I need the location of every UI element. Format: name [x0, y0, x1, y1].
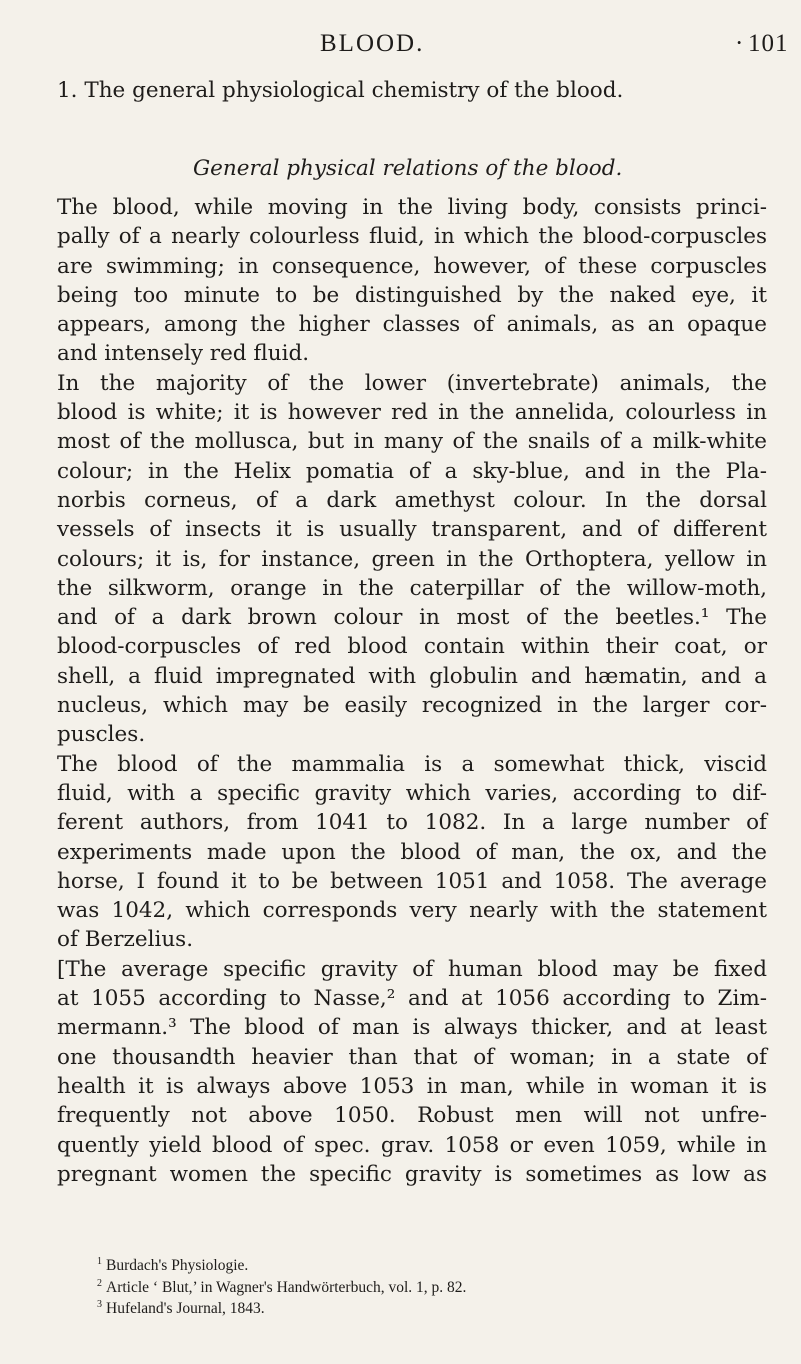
body-line: ferent authors, from 1041 to 1082. In a large number of: [57, 810, 767, 836]
body-line: vessels of insects it is usually transparent, and of different: [57, 517, 767, 543]
body-line: and intensely red fluid.: [57, 341, 310, 367]
footnote: [97, 1298, 767, 1320]
running-head-dot: ·: [735, 30, 744, 57]
body-text: [57, 193, 767, 1189]
body-line: blood-corpuscles of red blood contain within their coat, or: [57, 634, 767, 660]
body-line: The blood, while moving in the living body, consists princi-: [57, 195, 767, 220]
body-line: horse, I found it to be between 1051 and 1058. The average: [57, 868, 767, 894]
body-line: one thousandth heavier than that of woman; in a state of: [57, 1044, 767, 1070]
body-line: quently yield blood of spec. grav. 1058 or even 1059, while in: [57, 1132, 767, 1158]
body-line: puscles.: [57, 722, 146, 748]
body-line: blood is white; it is however red in the annelida, colourless in: [57, 400, 767, 426]
body-line: was 1042, which corresponds very nearly with the statement: [57, 898, 767, 924]
running-head-title: BLOOD.: [320, 30, 425, 57]
body-line: and of a dark brown colour in most of the beetles.¹ The: [57, 605, 767, 631]
footnote-text: Burdach's Physiologie.: [106, 1257, 249, 1274]
body-line: shell, a fluid impregnated with globulin and hæmatin, and a: [57, 663, 767, 689]
body-line: at 1055 according to Nasse,² and at 1056 according to Zim-: [57, 986, 767, 1012]
running-head: [0, 30, 801, 60]
body-line: In the majority of the lower (invertebrate) animals, the: [57, 370, 767, 396]
footnote-mark: 1: [97, 1256, 102, 1267]
body-line: are swimming; in consequence, however, of these corpuscles: [57, 253, 767, 279]
footnote-mark: 2: [97, 1277, 102, 1289]
body-line: pally of a nearly colourless fluid, in which the blood-corpuscles: [57, 224, 767, 250]
body-line: experiments made upon the blood of man, the ox, and the: [57, 839, 767, 865]
page-number: 101: [748, 30, 789, 57]
subheading: General physical relations of the blood.: [193, 156, 623, 181]
body-line: mermann.³ The blood of man is always thicker, and at least: [57, 1015, 767, 1041]
body-line: the silkworm, orange in the caterpillar of the willow-moth,: [57, 575, 767, 601]
body-line: norbis corneus, of a dark amethyst colour. In the dorsal: [57, 487, 767, 513]
body-line: most of the mollusca, but in many of the snails of a milk-white: [57, 429, 767, 455]
body-line: health it is always above 1053 in man, while in woman it is: [57, 1073, 767, 1099]
footnote: [97, 1255, 767, 1277]
section-heading: 1. The general physiological chemistry of the blood.: [57, 78, 624, 103]
body-line: being too minute to be distinguished by the naked eye, it: [57, 282, 767, 308]
body-line: colour; in the Helix pomatia of a sky-blue, and in the Pla-: [57, 458, 767, 484]
footnote: [97, 1277, 767, 1299]
footnote-text: Article ‘ Blut,’ in Wagner's Handwörterbuch, vol. 1, p. 82.: [106, 1278, 467, 1296]
body-line: frequently not above 1050. Robust men will not unfre-: [57, 1103, 767, 1129]
body-line: fluid, with a specific gravity which varies, according to dif-: [57, 780, 767, 806]
footnote-mark: 3: [97, 1299, 102, 1310]
body-line: pregnant women the specific gravity is sometimes as low as: [57, 1161, 767, 1187]
body-line: colours; it is, for instance, green in the Orthoptera, yellow in: [57, 546, 767, 572]
footnote-text: Hufeland's Journal, 1843.: [106, 1300, 265, 1317]
body-line: of Berzelius.: [57, 927, 194, 953]
footnotes: [97, 1255, 767, 1320]
body-line: appears, among the higher classes of animals, as an opaque: [57, 312, 767, 338]
body-line: nucleus, which may be easily recognized in the larger cor-: [57, 693, 767, 719]
body-line: The blood of the mammalia is a somewhat thick, viscid: [57, 751, 767, 777]
body-line: [The average specific gravity of human blood may be fixed: [57, 956, 767, 982]
